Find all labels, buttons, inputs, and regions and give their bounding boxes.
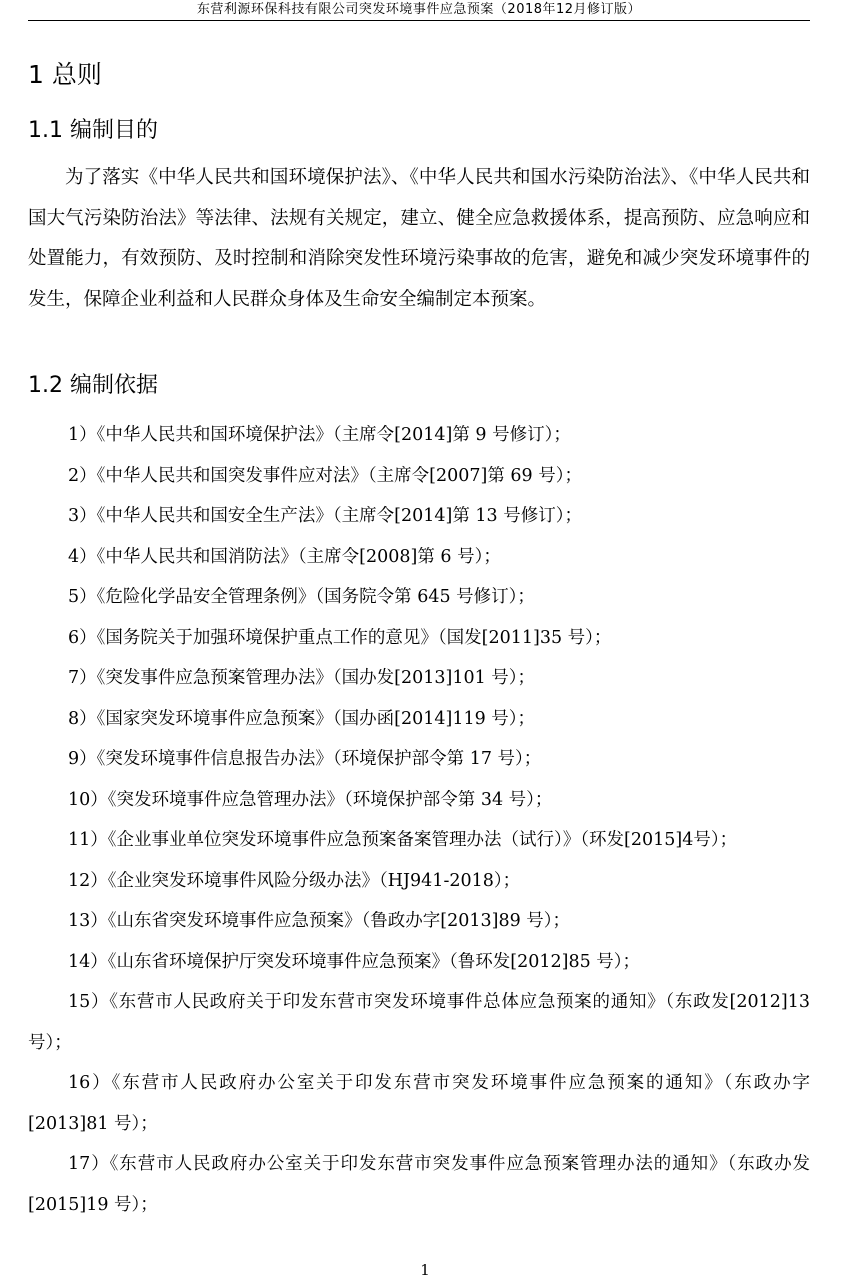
purpose-paragraph: 为了落实《中华人民共和国环境保护法》、《中华人民共和国水污染防治法》、《中华人民共和国大气污染防治法》等法律、法规有关规定，建立、健全应急救援体系，提高预防、应急响应和处置能力，有效预防、及时控制和消除突发性环境污染事故的危害，避免和减少突发环境事件的发生，保障企业利益和人民群众身体及生命安全编制定本预案。 — [28, 167, 810, 310]
list-item: 15）《东营市人民政府关于印发东营市突发环境事件总体应急预案的通知》（东政发[2012]13 号）； — [28, 992, 810, 1053]
list-item: 13）《山东省突发环境事件应急预案》（鲁政办字[2013]89 号）； — [68, 911, 571, 931]
page-header: 东营利源环保科技有限公司突发环境事件应急预案（2018年12月修订版） — [28, 0, 810, 21]
page-number: 1 — [420, 1261, 430, 1279]
section-title-purpose: 1.1 编制目的 — [28, 118, 158, 143]
list-item: 1）《中华人民共和国环境保护法》（主席令[2014]第 9 号修订）； — [68, 425, 571, 445]
list-item: 2）《中华人民共和国突发事件应对法》（主席令[2007]第 69 号）； — [68, 465, 582, 486]
list-item: 10）《突发环境事件应急管理办法》（环境保护部令第 34 号）； — [68, 789, 553, 810]
list-item: 7）《突发事件应急预案管理办法》（国办发[2013]101 号）； — [68, 668, 536, 688]
list-item: 4）《中华人民共和国消防法》（主席令[2008]第 6 号）； — [68, 546, 501, 567]
basis-list — [28, 415, 810, 1225]
list-item: 16）《东营市人民政府办公室关于印发东营市突发环境事件应急预案的通知》（东政办字[2013]81 号）； — [28, 1073, 810, 1134]
list-item: 17）《东营市人民政府办公室关于印发东营市突发事件应急预案管理办法的通知》（东政办发[2015]19 号）； — [28, 1154, 810, 1215]
list-item: 14）《山东省环境保护厅突发环境事件应急预案》（鲁环发[2012]85 号）； — [68, 951, 641, 972]
list-item: 8）《国家突发环境事件应急预案》（国办函[2014]119 号）； — [68, 708, 536, 729]
list-item: 9）《突发环境事件信息报告办法》（环境保护部令第 17 号）； — [68, 749, 542, 769]
list-item: 11）《企业事业单位突发环境事件应急预案备案管理办法（试行）》（环发[2015]4号）； — [68, 830, 738, 850]
section-title-general: 1 总则 — [28, 60, 102, 89]
list-item: 3）《中华人民共和国安全生产法》（主席令[2014]第 13 号修订）； — [68, 506, 582, 526]
list-item: 6）《国务院关于加强环境保护重点工作的意见》（国发[2011]35 号）； — [68, 627, 612, 648]
list-item: 5）《危险化学品安全管理条例》（国务院令第 645 号修订）； — [68, 587, 535, 607]
section-title-basis: 1.2 编制依据 — [28, 373, 158, 398]
list-item: 12）《企业突发环境事件风险分级办法》（HJ941-2018）； — [68, 870, 521, 891]
